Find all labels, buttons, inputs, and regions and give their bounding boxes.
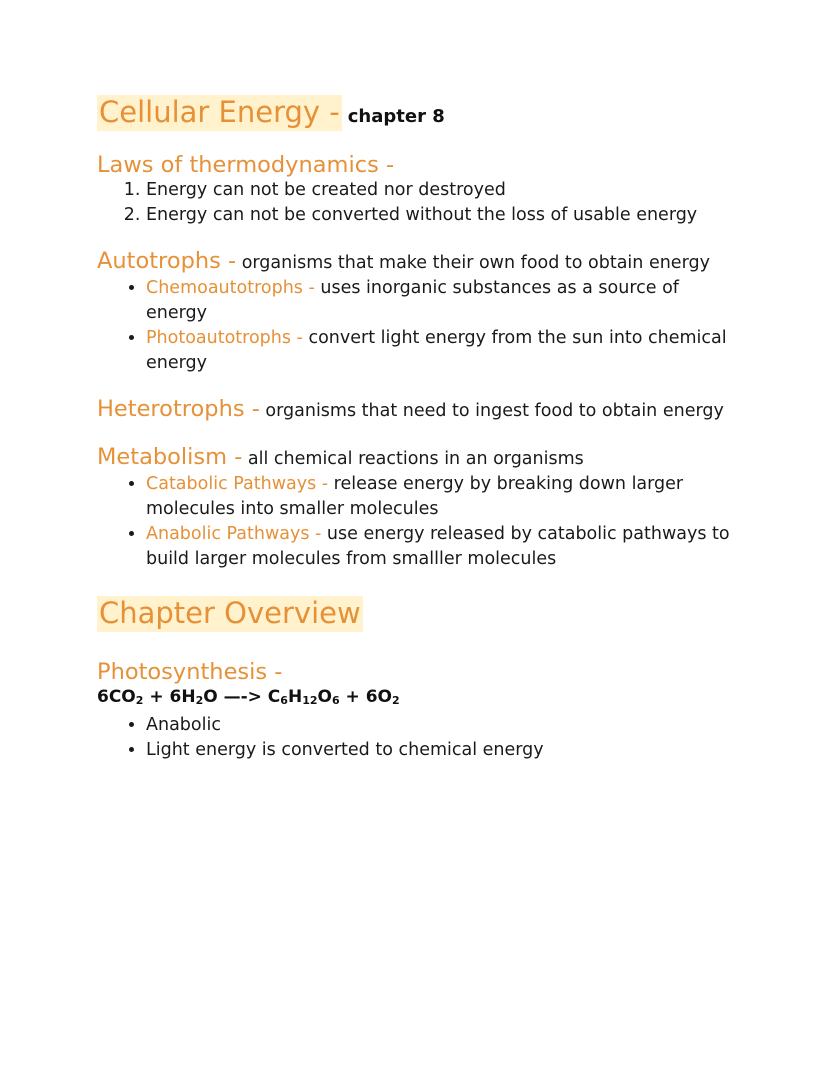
formula-part: + 6H xyxy=(143,687,196,707)
photoautotrophs-term: Photoautotrophs - xyxy=(146,328,303,348)
formula-part: O —-> C xyxy=(203,687,281,707)
title-main: Cellular Energy - xyxy=(99,95,340,129)
anabolic-text: use energy released by catabolic pathways to build larger molecules from smalller molecules xyxy=(146,524,730,569)
laws-list xyxy=(97,178,737,228)
chemoautotrophs-term: Chemoautotrophs - xyxy=(146,278,315,298)
document-page xyxy=(97,92,737,763)
formula-part: H xyxy=(287,687,303,707)
autotrophs-term: Autotrophs - xyxy=(97,248,237,274)
heterotrophs-definition: organisms that need to ingest food to obtain energy xyxy=(265,401,724,421)
formula-subscript: 2 xyxy=(195,694,204,707)
laws-item-1: 1. Energy can not be created nor destroyed xyxy=(146,178,737,203)
anabolic-term: Anabolic Pathways - xyxy=(146,524,322,544)
formula-part: O xyxy=(317,687,332,707)
title-suffix: chapter 8 xyxy=(347,106,445,127)
photosynthesis-formula xyxy=(97,685,737,713)
heterotrophs-section xyxy=(97,396,737,424)
list-item: • Light energy is converted to chemical energy xyxy=(146,738,737,763)
autotrophs-list xyxy=(97,276,737,376)
laws-heading: Laws of thermodynamics - xyxy=(97,152,395,178)
photosynthesis-list xyxy=(97,713,737,763)
chapter-overview-title: Chapter Overview xyxy=(99,596,361,630)
metabolism-paragraph xyxy=(97,444,737,472)
formula-subscript: 2 xyxy=(391,694,400,707)
autotrophs-definition: organisms that make their own food to obtain energy xyxy=(241,253,710,273)
metabolism-term: Metabolism - xyxy=(97,444,243,470)
formula-subscript: 6 xyxy=(280,694,288,707)
autotrophs-section xyxy=(97,248,737,376)
catabolic-text: release energy by breaking down larger molecules into smaller molecules xyxy=(146,474,684,519)
autotrophs-paragraph xyxy=(97,248,737,276)
metabolism-section xyxy=(97,444,737,572)
chapter-overview-heading xyxy=(97,593,737,633)
metabolism-list xyxy=(97,472,737,572)
laws-item-2: 2. Energy can not be converted without the loss of usable energy xyxy=(146,203,737,228)
formula-part: 6CO xyxy=(97,687,136,707)
formula-subscript: 6 xyxy=(331,694,340,707)
heterotrophs-term: Heterotrophs - xyxy=(97,396,260,422)
metabolism-definition: all chemical reactions in an organisms xyxy=(247,449,584,469)
list-item xyxy=(146,326,737,376)
formula-subscript: 2 xyxy=(135,694,144,707)
catabolic-term: Catabolic Pathways - xyxy=(146,474,329,494)
photoautotrophs-text: convert light energy from the sun into chemical energy xyxy=(146,328,727,373)
list-item xyxy=(146,522,737,572)
document-title xyxy=(97,92,737,132)
heterotrophs-paragraph xyxy=(97,396,737,424)
laws-section xyxy=(97,152,737,228)
list-item xyxy=(146,472,737,522)
list-item xyxy=(146,276,737,326)
chemoautotrophs-text: uses inorganic substances as a source of energy xyxy=(146,278,679,323)
list-item: • Anabolic xyxy=(146,713,737,738)
photosynthesis-section xyxy=(97,659,737,763)
photosynthesis-heading: Photosynthesis - xyxy=(97,659,283,685)
formula-subscript: 12 xyxy=(302,694,318,707)
formula-part: + 6O xyxy=(339,687,392,707)
